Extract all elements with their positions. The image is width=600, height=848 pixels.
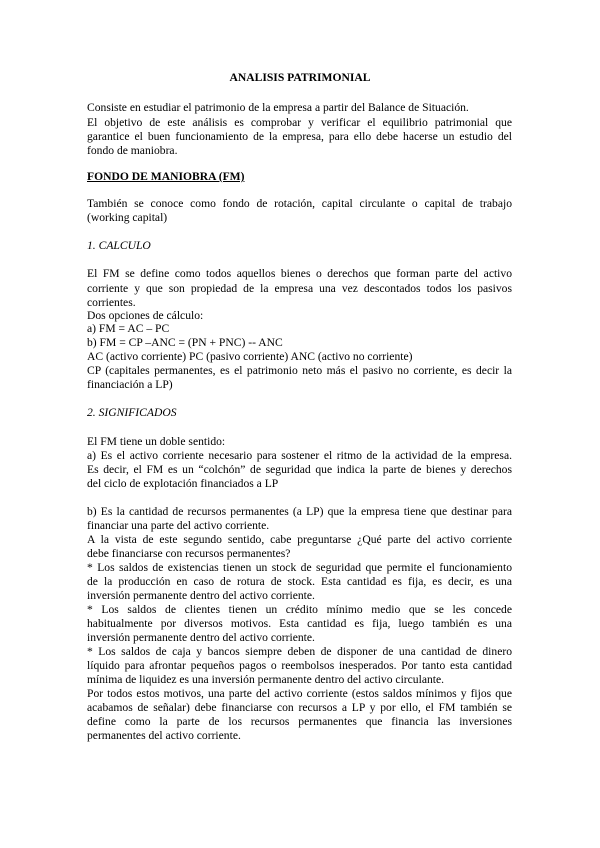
calc-line: AC (activo corriente) PC (pasivo corriente) ANC (activo no corriente) — [87, 350, 413, 363]
sig-b-line: * Los saldos de clientes tienen un crédito mínimo medio que se les concede — [87, 603, 512, 616]
sig-b-line: * Los saldos de existencias tienen un stock de seguridad que permite el funcionamiento — [87, 561, 512, 574]
calc-formula-a: a) FM = AC – PC — [87, 322, 170, 335]
sig-b-line: acabamos de señalar) debe financiarse con recursos a LP y por ello, el FM también se — [87, 701, 512, 714]
calc-heading: 1. CALCULO — [87, 239, 151, 252]
sig-line: El FM tiene un doble sentido: — [87, 435, 226, 448]
sig-b-line: * Los saldos de caja y bancos siempre deben de disponer de una cantidad de dinero — [87, 645, 512, 658]
calc-formula-b: b) FM = CP –ANC = (PN + PNC) -- ANC — [87, 336, 283, 349]
sig-b-line: mínima de liquidez es una inversión permanente dentro del activo circulante. — [87, 673, 445, 686]
sig-b-line: de la producción en caso de rotura de stock. Esta cantidad es fija, es decir, es una — [87, 575, 512, 588]
sig-b-line: define como la parte de los recursos permanentes que financia las inversiones — [87, 715, 512, 728]
calc-line: financiación a LP) — [87, 378, 173, 391]
sig-b-line: inversión permanente dentro del activo corriente. — [87, 589, 315, 602]
sig-b-line: b) Es la cantidad de recursos permanentes (a LP) que la empresa tiene que destinar para — [87, 505, 512, 518]
fm-intro-line: (working capital) — [87, 211, 168, 224]
intro-line: Consiste en estudiar el patrimonio de la empresa a partir del Balance de Situación. — [87, 101, 469, 114]
sig-line: Es decir, el FM es un “colchón” de seguridad que indica la parte de bienes y derechos — [87, 463, 512, 476]
sig-b-line: inversión permanente dentro del activo corriente. — [87, 631, 315, 644]
calc-line: CP (capitales permanentes, es el patrimonio neto más el pasivo no corriente, es decir la — [87, 364, 512, 377]
sig-heading: 2. SIGNIFICADOS — [87, 406, 177, 419]
calc-line: corrientes. — [87, 296, 136, 309]
sig-b-line: financiar una parte del activo corriente. — [87, 519, 270, 532]
sig-b-line: líquido para afrontar pequeños pagos o reembolsos inesperados. Por tanto esta cantidad — [87, 659, 512, 672]
intro-line: garantice el buen funcionamiento de la empresa, para ello debe hacerse un estudio del — [87, 130, 512, 143]
page-title: ANALISIS PATRIMONIAL — [229, 71, 371, 84]
calc-line: Dos opciones de cálculo: — [87, 309, 204, 322]
sig-b-line: debe financiarse con recursos permanentes? — [87, 547, 291, 560]
sig-b-line: permanentes del activo corriente. — [87, 729, 241, 742]
intro-line: fondo de maniobra. — [87, 144, 178, 157]
sig-b-line: Por todos estos motivos, una parte del activo corriente (estos saldos mínimos y fijos que — [87, 687, 512, 700]
calc-line: El FM se define como todos aquellos bienes o derechos que forman parte del activo — [87, 267, 512, 280]
intro-line: El objetivo de este análisis es comprobar y verificar el equilibrio patrimonial que — [87, 116, 512, 129]
sig-b-line: habitualmente por diversos motivos. Esta cantidad es fija, luego también es una — [87, 617, 512, 630]
calc-line: corriente y que son propiedad de la empresa una vez descontados todos los pasivos — [87, 282, 512, 295]
sig-line: a) Es el activo corriente necesario para sostener el ritmo de la actividad de la empresa. — [87, 449, 512, 462]
sig-b-line: A la vista de este segundo sentido, cabe preguntarse ¿Qué parte del activo corriente — [87, 533, 512, 546]
fm-intro-line: También se conoce como fondo de rotación, capital circulante o capital de trabajo — [87, 197, 512, 210]
sig-line: del ciclo de explotación financiados a LP — [87, 477, 279, 490]
section-heading: FONDO DE MANIOBRA (FM) — [87, 170, 245, 183]
